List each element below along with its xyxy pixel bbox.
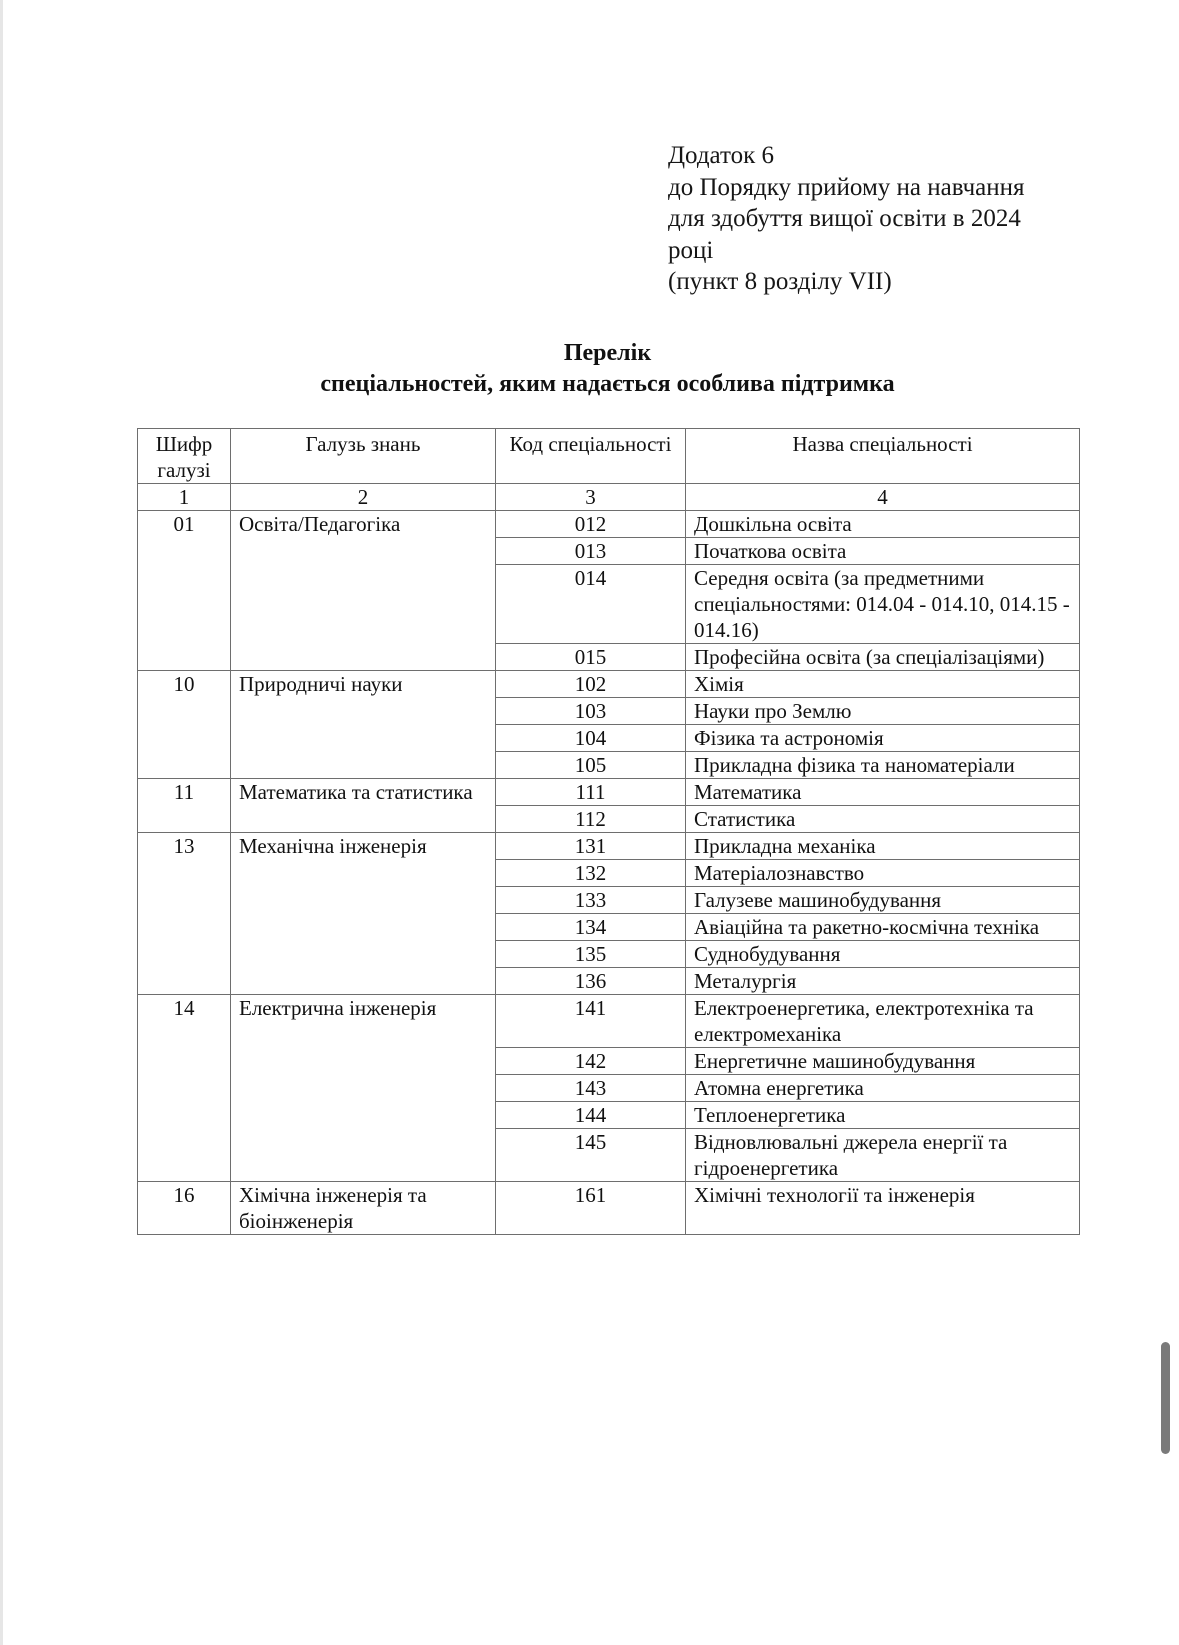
specialty-code-cell: 112 [496,806,686,833]
specialty-code-cell: 104 [496,725,686,752]
table-row [138,1182,1080,1235]
document-title [137,338,1078,400]
specialty-code-cell: 135 [496,941,686,968]
field-code-cell: 13 [138,833,231,995]
header-specialty-name: Назва спеціальності [686,429,1080,484]
specialty-code-cell: 132 [496,860,686,887]
annex-line: до Порядку прийому на навчання [668,173,1025,201]
annex-header [668,140,1088,298]
specialty-name-cell: Початкова освіта [686,538,1080,565]
header-field-code: Шифр галузі [138,429,231,484]
specialty-code-cell: 133 [496,887,686,914]
field-name-cell: Електрична інженерія [231,995,496,1182]
specialty-name-cell: Науки про Землю [686,698,1080,725]
table-row [138,671,1080,698]
specialty-name-cell: Прикладна механіка [686,833,1080,860]
specialty-code-cell: 102 [496,671,686,698]
specialty-code-cell: 134 [496,914,686,941]
specialty-name-cell: Дошкільна освіта [686,511,1080,538]
field-code-cell: 16 [138,1182,231,1235]
column-number: 3 [496,484,686,511]
field-name-cell: Природничі науки [231,671,496,779]
field-name-cell: Освіта/Педагогіка [231,511,496,671]
field-name-cell: Механічна інженерія [231,833,496,995]
specialty-name-cell: Електроенергетика, електротехніка та електромеханіка [686,995,1080,1048]
specialty-code-cell: 144 [496,1102,686,1129]
specialty-code-cell: 103 [496,698,686,725]
column-number: 4 [686,484,1080,511]
column-number: 2 [231,484,496,511]
specialty-name-cell: Суднобудування [686,941,1080,968]
specialty-code-cell: 143 [496,1075,686,1102]
field-code-cell: 14 [138,995,231,1182]
specialty-name-cell: Металургія [686,968,1080,995]
specialty-name-cell: Атомна енергетика [686,1075,1080,1102]
specialty-code-cell: 015 [496,644,686,671]
title-line-2: спеціальностей, яким надається особлива підтримка [320,371,895,397]
specialty-name-cell: Енергетичне машинобудування [686,1048,1080,1075]
specialty-code-cell: 105 [496,752,686,779]
specialty-name-cell: Статистика [686,806,1080,833]
specialty-name-cell: Хімічні технології та інженерія [686,1182,1080,1235]
field-name-cell: Математика та статистика [231,779,496,833]
specialty-name-cell: Фізика та астрономія [686,725,1080,752]
specialty-code-cell: 012 [496,511,686,538]
field-code-cell: 01 [138,511,231,671]
header-specialty-code: Код спеціальності [496,429,686,484]
specialty-name-cell: Прикладна фізика та наноматеріали [686,752,1080,779]
specialty-name-cell: Середня освіта (за предметними спеціальностями: 014.04 - 014.10, 014.15 - 014.16) [686,565,1080,644]
annex-line: Додаток 6 [668,142,774,169]
table-header-row [138,429,1080,484]
specialty-name-cell: Галузеве машинобудування [686,887,1080,914]
header-field-name: Галузь знань [231,429,496,484]
specialty-code-cell: 141 [496,995,686,1048]
specialty-code-cell: 014 [496,565,686,644]
specialty-code-cell: 131 [496,833,686,860]
specialty-name-cell: Авіаційна та ракетно-космічна техніка [686,914,1080,941]
specialty-code-cell: 111 [496,779,686,806]
specialty-code-cell: 142 [496,1048,686,1075]
specialties-table [137,428,1080,1235]
specialty-code-cell: 136 [496,968,686,995]
specialty-name-cell: Відновлювальні джерела енергії та гідроенергетика [686,1129,1080,1182]
field-name-cell: Хімічна інженерія та біоінженерія [231,1182,496,1235]
page-edge [0,0,3,1645]
table-row [138,779,1080,806]
table-row [138,833,1080,860]
title-line-1: Перелік [563,340,652,366]
specialty-name-cell: Матеріалознавство [686,860,1080,887]
specialty-name-cell: Математика [686,779,1080,806]
annex-line: році [668,236,714,264]
specialty-name-cell: Професійна освіта (за спеціалізаціями) [686,644,1080,671]
annex-line: для здобуття вищої освіти в 2024 [668,205,1021,232]
column-numbers-row [138,484,1080,511]
specialty-code-cell: 013 [496,538,686,565]
annex-line: (пункт 8 розділу VII) [668,268,892,295]
specialty-code-cell: 145 [496,1129,686,1182]
field-code-cell: 11 [138,779,231,833]
table-row [138,995,1080,1048]
column-number: 1 [138,484,231,511]
specialty-name-cell: Хімія [686,671,1080,698]
field-code-cell: 10 [138,671,231,779]
specialty-name-cell: Теплоенергетика [686,1102,1080,1129]
scrollbar-thumb[interactable] [1161,1342,1170,1454]
specialty-code-cell: 161 [496,1182,686,1235]
table-row [138,511,1080,538]
